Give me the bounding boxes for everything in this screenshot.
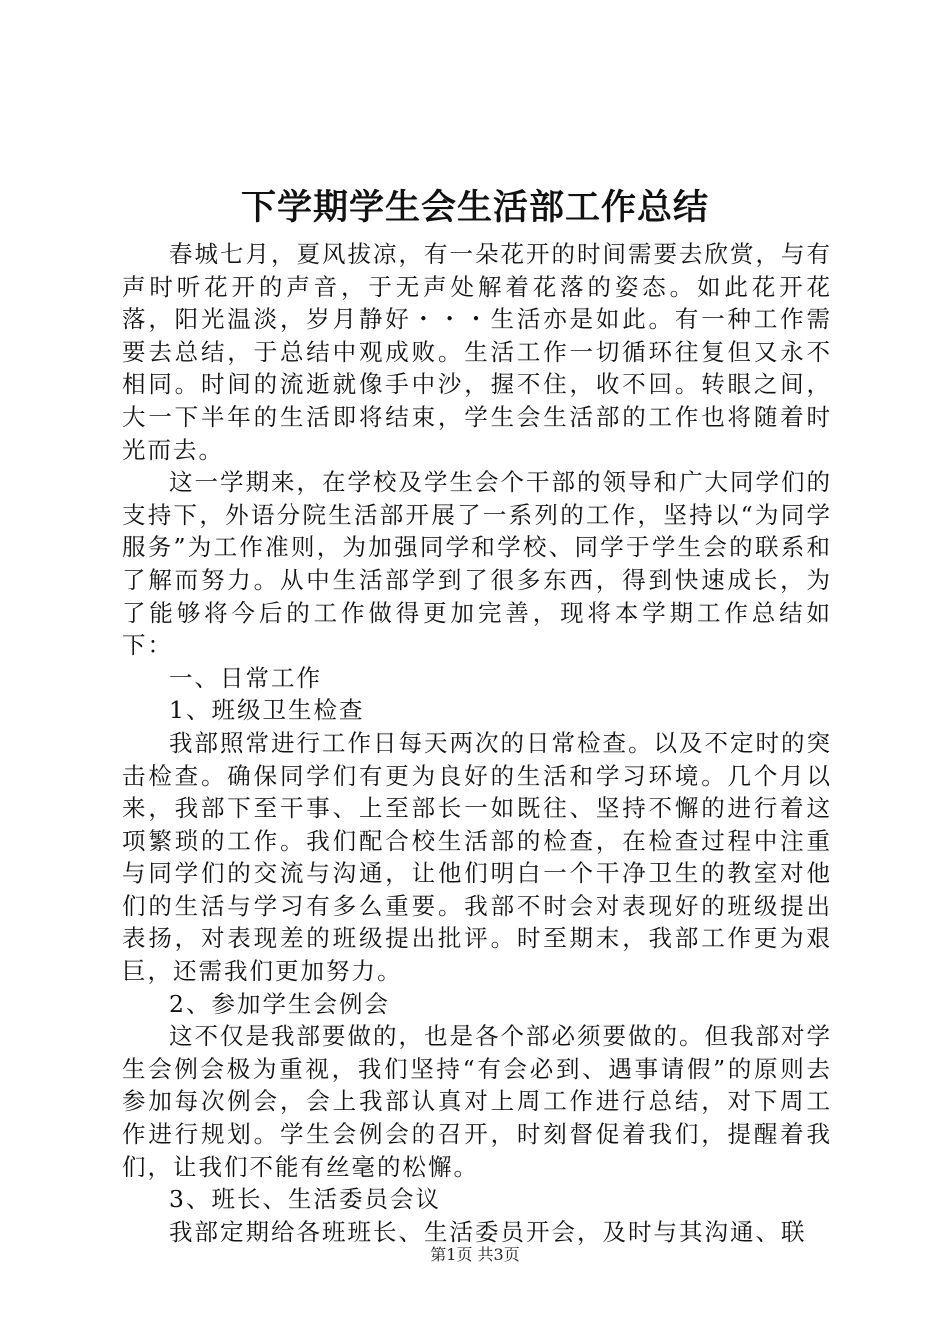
paragraph-intro: 春城七月，夏风拔凉，有一朵花开的时间需要去欣赏，与有声时听花开的声音，于无声处解着花落的姿态。如此花开花落，阳光温淡，岁月静好・・・生活亦是如此。有一种工作需要去总结，于总结中观成败。生活工作一切循环往复但又永不相同。时间的流逝就像手中沙，握不住，收不回。转眼之间，大一下半年的生活即将结束，学生会生活部的工作也将随着时光而去。 <box>122 240 832 464</box>
document-title: 下学期学生会生活部工作总结 <box>240 187 709 228</box>
page-footer: 第1页 共3页 <box>430 1245 520 1264</box>
document-body <box>122 238 832 1248</box>
subheading-monitor-meeting: 3、班长、生活委员会议 <box>169 1185 441 1214</box>
paragraph-hygiene-check: 我部照常进行工作日每天两次的日常检查。以及不定时的突击检查。确保同学们有更为良好的生活和学习环境。几个月以来，我部下至干事、上至部长一如既往、坚持不懈的进行着这项繁琐的工作。我们配合校生活部的检查，在检查过程中注重与同学们的交流与沟通，让他们明白一个干净卫生的教室对他们的生活与学习有多么重要。我部不时会对表现好的班级提出表扬，对表现差的班级提出批评。时至期末，我部工作更为艰巨，还需我们更加努力。 <box>122 728 832 986</box>
section-heading-daily-work: 一、日常工作 <box>169 663 322 692</box>
paragraph-monitor-meeting: 我部定期给各班班长、生活委员开会，及时与其沟通、联 <box>169 1217 807 1246</box>
paragraph-overview: 这一学期来，在学校及学生会个干部的领导和广大同学们的支持下，外语分院生活部开展了一系列的工作，坚持以“为同学服务”为工作准则，为加强同学和学校、同学于学生会的联系和了解而努力。从中生活部学到了很多东西，得到快速成长，为了能够将今后的工作做得更加完善，现将本学期工作总结如下： <box>122 468 832 660</box>
subheading-class-hygiene-check: 1、班级卫生检查 <box>169 696 365 725</box>
subheading-student-union-meeting: 2、参加学生会例会 <box>169 989 390 1018</box>
paragraph-union-meeting: 这不仅是我部要做的，也是各个部必须要做的。但我部对学生会例会极为重视，我们坚持“有会必到、遇事请假”的原则去参加每次例会，会上我部认真对上周工作进行总结，对下周工作进行规划。学生会例会的召开，时刻督促着我们，提醒着我们，让我们不能有丝毫的松懈。 <box>122 1022 832 1181</box>
